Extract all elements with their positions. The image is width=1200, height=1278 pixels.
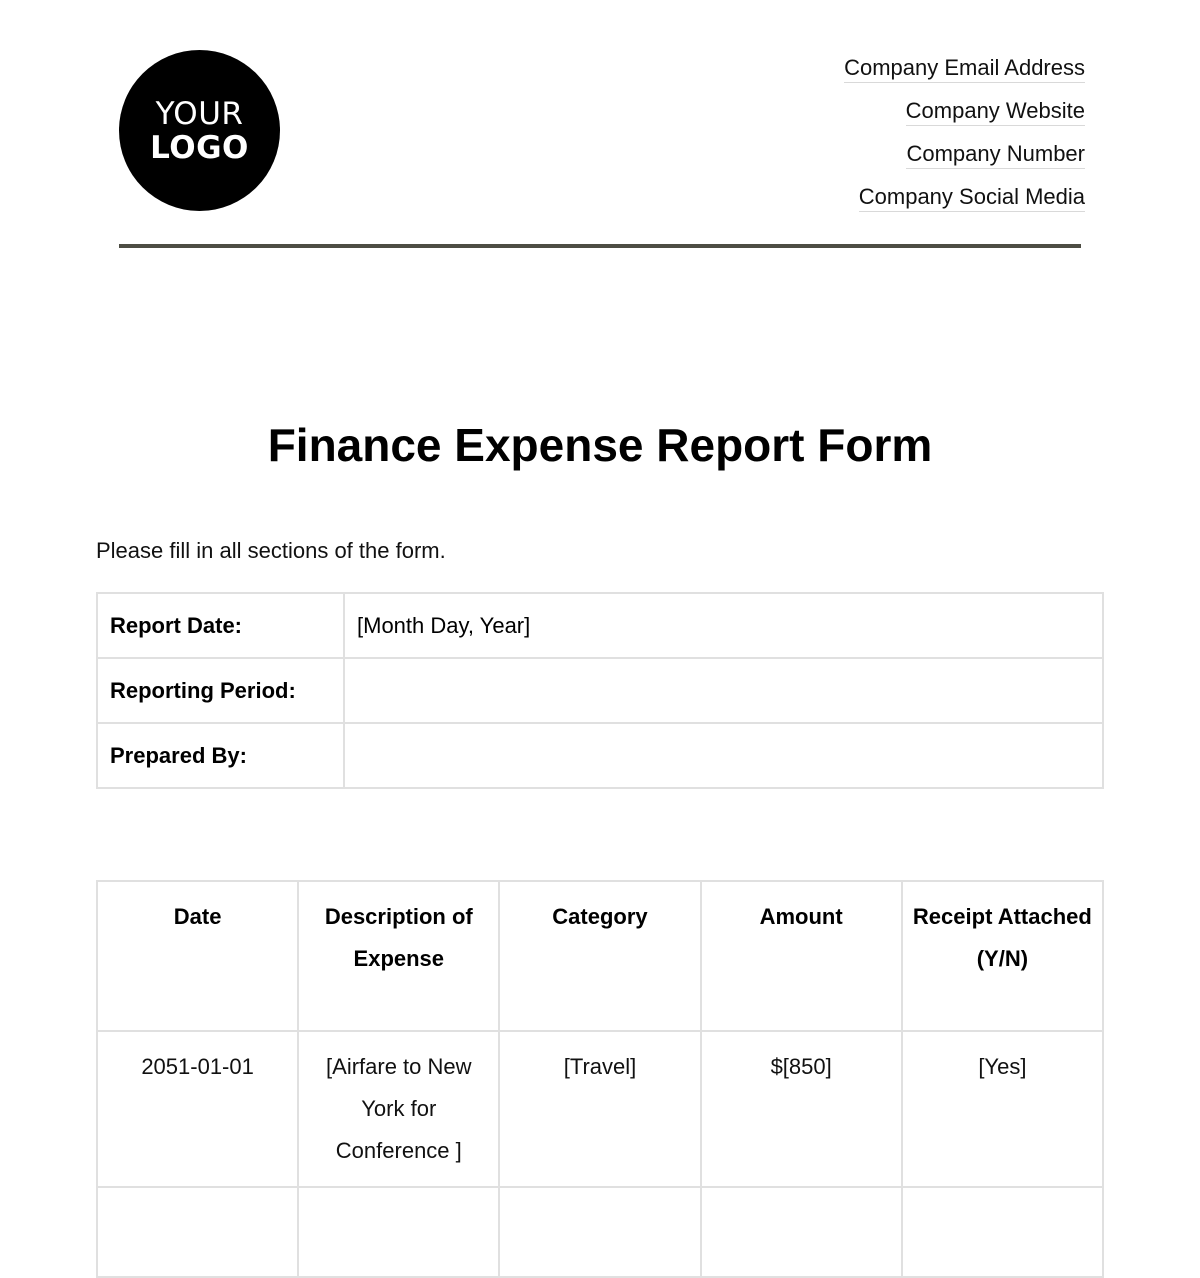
cell-description[interactable]: [Airfare to New York for Conference ] (298, 1031, 499, 1187)
company-email: Company Email Address (844, 54, 1085, 83)
report-date-value[interactable]: [Month Day, Year] (344, 593, 1103, 658)
header-divider (119, 244, 1081, 248)
table-row (97, 1031, 1103, 1187)
logo-line-logo: LOGO (150, 129, 249, 166)
cell-category[interactable]: [Travel] (499, 1031, 700, 1187)
report-date-label: Report Date: (97, 593, 344, 658)
company-info (844, 54, 1085, 226)
reporting-period-label: Reporting Period: (97, 658, 344, 723)
cell-description[interactable] (298, 1187, 499, 1277)
prepared-by-value[interactable] (344, 723, 1103, 788)
info-row-prepared-by (97, 723, 1103, 788)
company-logo (119, 50, 280, 211)
cell-amount[interactable]: $[850] (701, 1031, 902, 1187)
form-instructions: Please fill in all sections of the form. (96, 538, 446, 563)
table-row (97, 1187, 1103, 1277)
cell-date[interactable] (97, 1187, 298, 1277)
cell-amount[interactable] (701, 1187, 902, 1277)
info-row-reporting-period (97, 658, 1103, 723)
prepared-by-label: Prepared By: (97, 723, 344, 788)
header-category: Category (499, 881, 700, 1031)
page-title: Finance Expense Report Form (267, 419, 933, 471)
logo-line-your: YOUR (155, 95, 244, 132)
cell-date[interactable]: 2051-01-01 (97, 1031, 298, 1187)
report-info-table (96, 592, 1104, 789)
expense-header-row (97, 881, 1103, 1031)
company-website: Company Website (906, 97, 1085, 126)
header-receipt-attached: Receipt Attached (Y/N) (902, 881, 1103, 1031)
cell-category[interactable] (499, 1187, 700, 1277)
header-amount: Amount (701, 881, 902, 1031)
reporting-period-value[interactable] (344, 658, 1103, 723)
cell-receipt[interactable]: [Yes] (902, 1031, 1103, 1187)
header-date: Date (97, 881, 298, 1031)
header-description: Description of Expense (298, 881, 499, 1031)
cell-receipt[interactable] (902, 1187, 1103, 1277)
info-row-report-date (97, 593, 1103, 658)
company-number: Company Number (906, 140, 1085, 169)
expense-table (96, 880, 1104, 1278)
company-social-media: Company Social Media (859, 183, 1085, 212)
